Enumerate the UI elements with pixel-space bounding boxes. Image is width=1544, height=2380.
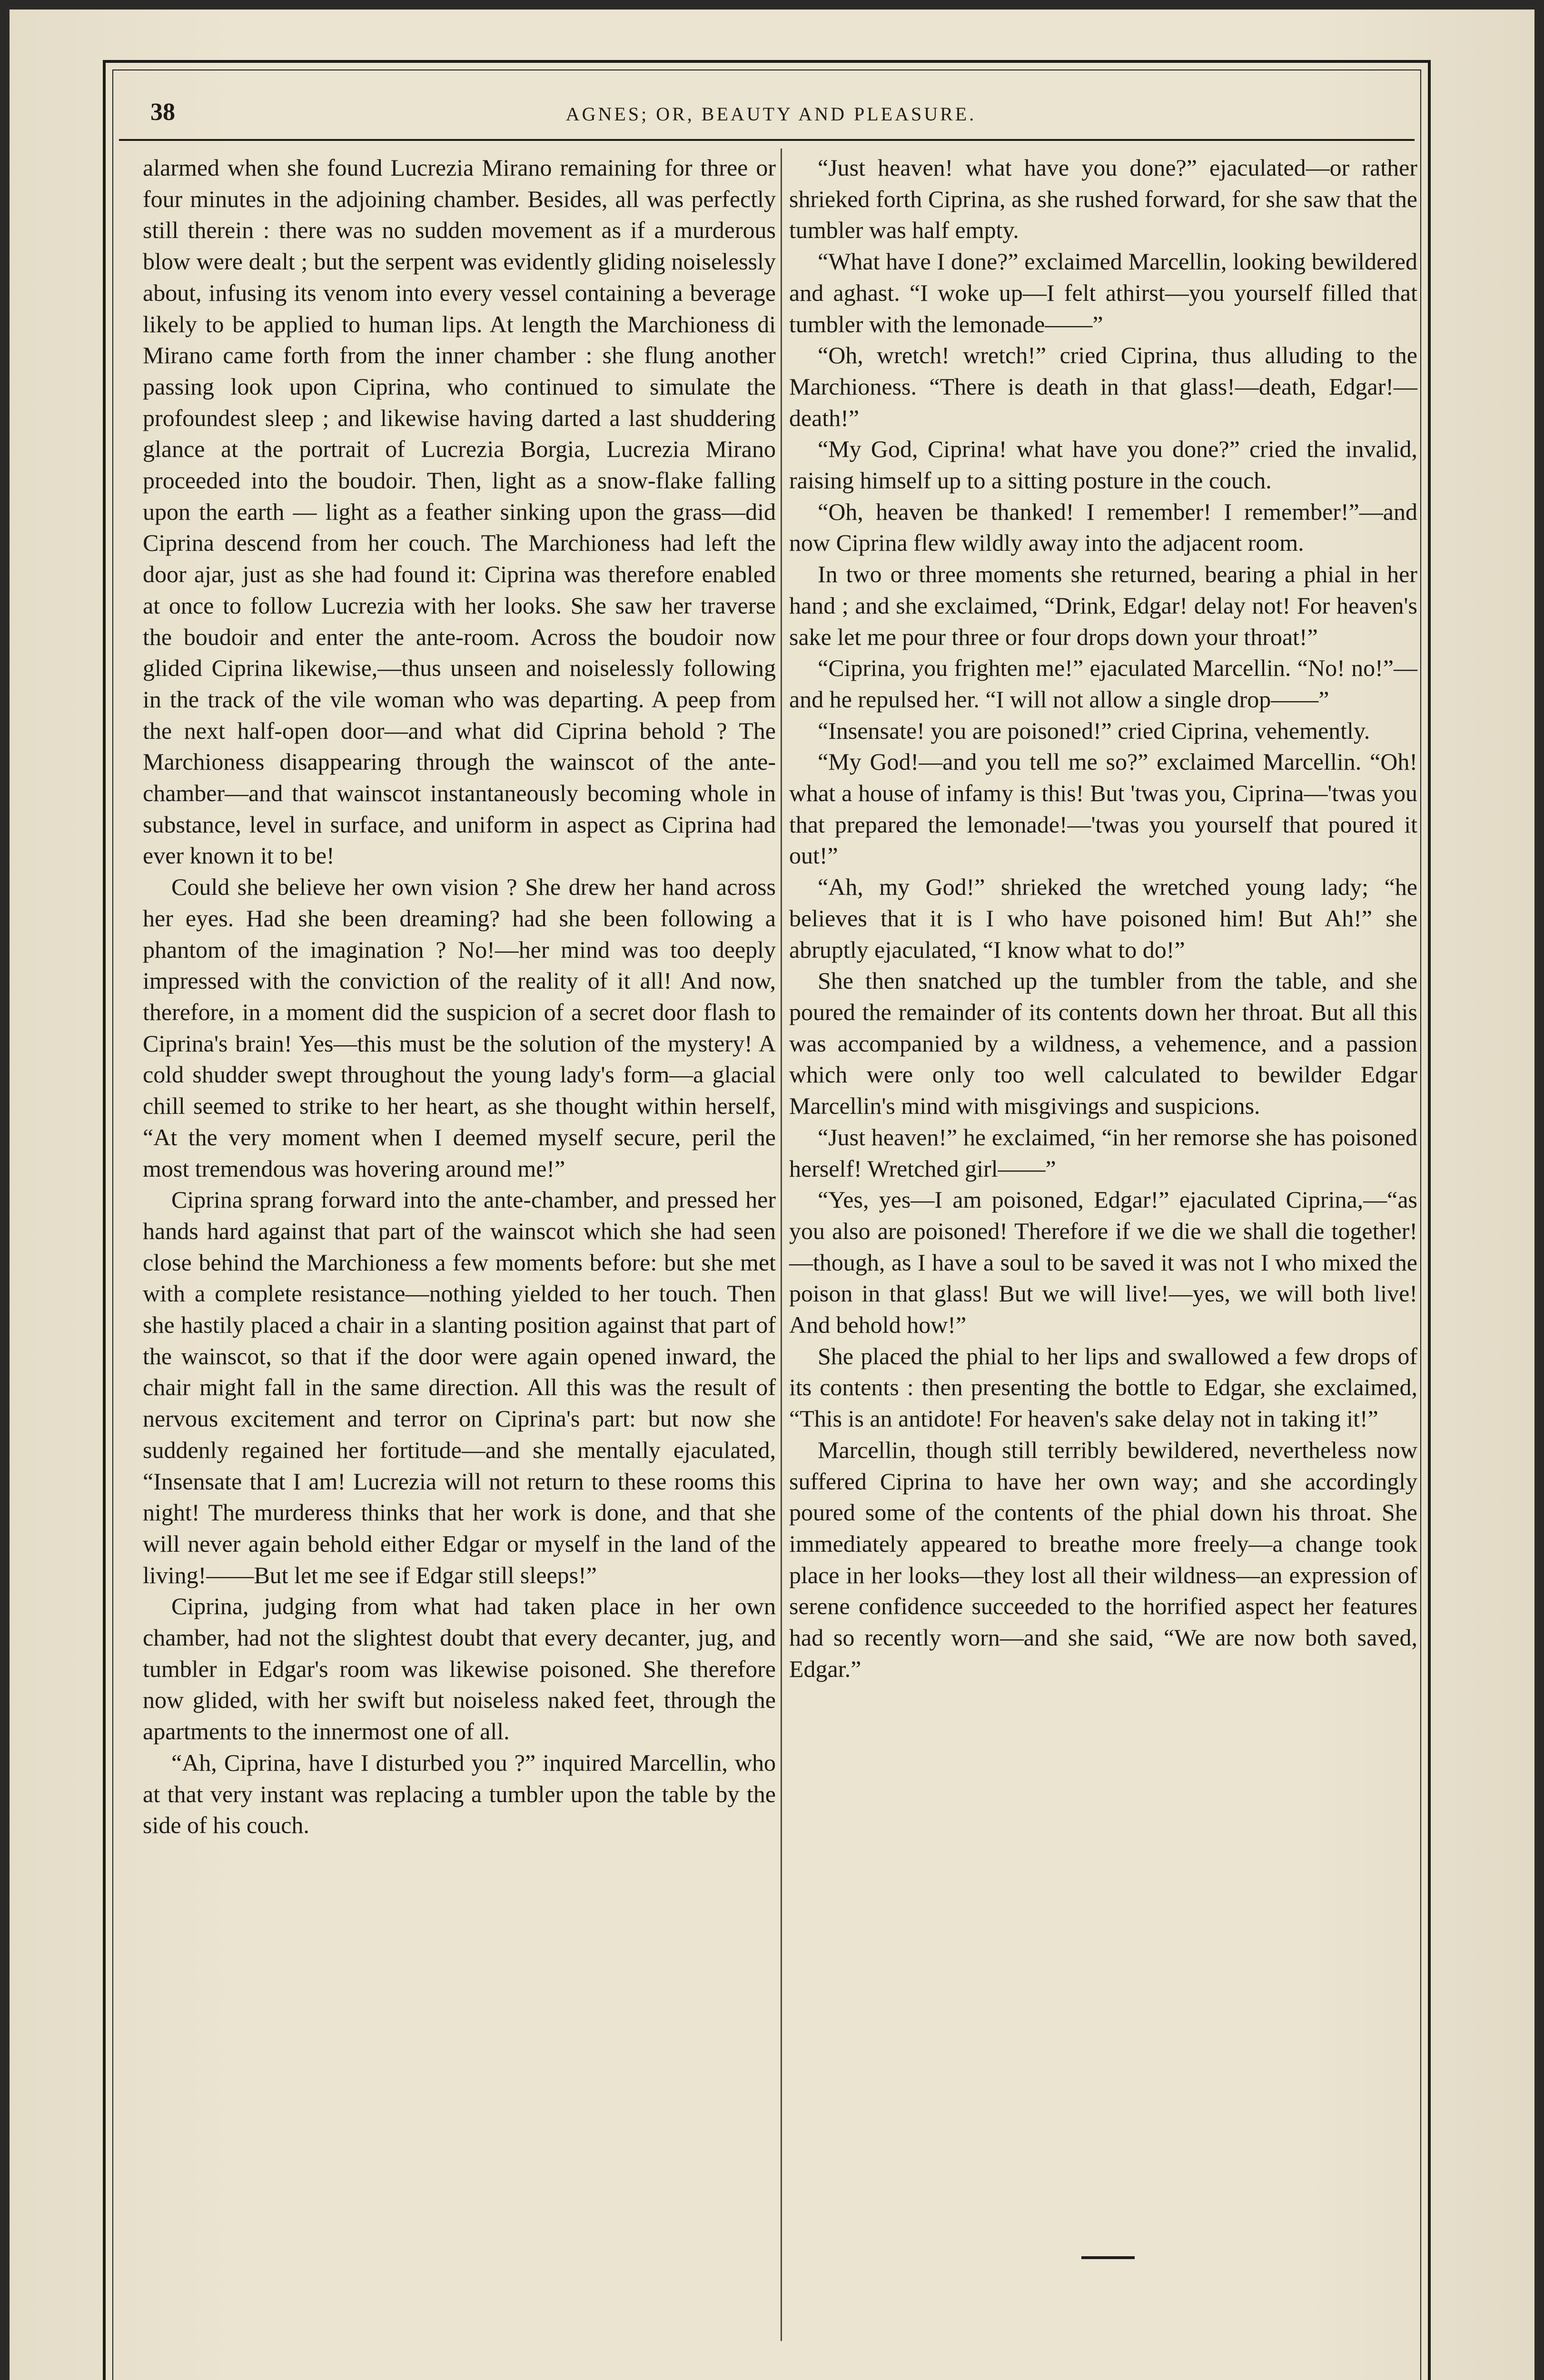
paragraph: She placed the phial to her lips and swallowed a few drops of its contents : then presenting the bottle to Edgar, she exclaimed, “This is an antidote! For heaven's sake delay not in taking it!”	[789, 1342, 1417, 1432]
header-rule	[119, 139, 1415, 141]
paragraph: Ciprina, judging from what had taken place in her own chamber, had not the slightest doubt that every decanter, jug, and tumbler in Edgar's room was likewise poisoned. She therefore now glided, with her swift but noiseless naked feet, through the apartments to the innermost one of all.	[143, 1593, 776, 1745]
left-column	[143, 152, 776, 1841]
paragraph: Ciprina sprang forward into the ante-chamber, and pressed her hands hard against that part of the wainscot which she had seen close behind the Marchioness a few moments before: but she met with a complete resistance—nothing yielded to her touch. Then she hastily placed a chair in a slanting position against that part of the wainscot, so that if the door were again opened inward, the chair might fall in the same direction. All this was the result of nervous excitement and terror on Ciprina's part: but now she suddenly regained her fortitude—and she mentally ejaculated, “Insensate that I am! Lucrezia will not return to these rooms this night! The murderess thinks that her work is done, and that she will never again behold either Edgar or myself in the land of the living!——But let me see if Edgar still sleeps!”	[143, 1186, 776, 1588]
paragraph: In two or three moments she returned, bearing a phial in her hand ; and she exclaimed, “Drink, Edgar! delay not! For heaven's sake let me pour three or four drops down your throat!”	[789, 561, 1417, 650]
paragraph: “Oh, heaven be thanked! I remember! I remember!”—and now Ciprina flew wildly away into the adjacent room.	[789, 498, 1417, 556]
page-number: 38	[150, 99, 175, 126]
paragraph: “Insensate! you are poisoned!” cried Ciprina, vehemently.	[818, 717, 1370, 744]
paragraph: Marcellin, though still terribly bewildered, nevertheless now suffered Ciprina to have her own way; and she accordingly poured some of the contents of the phial down his throat. She immediately appeared to breathe more freely—a change took place in her looks—they lost all their wildness—an expression of serene confidence succeeded to the horrified aspect her features had so recently worn—and she said, “We are now both saved, Edgar.”	[789, 1436, 1417, 1682]
paragraph: alarmed when she found Lucrezia Mirano remaining for three or four minutes in the adjoining chamber. Besides, all was perfectly still therein : there was no sudden movement as if a murderous blow were dealt ; but the serpent was evidently gliding noiselessly about, infusing its venom into every vessel containing a beverage likely to be applied to human lips. At length the Marchioness di Mirano came forth from the inner chamber : she flung another passing look upon Ciprina, who continued to simulate the profoundest sleep ; and likewise having darted a last shuddering glance at the portrait of Lucrezia Borgia, Lucrezia Mirano proceeded into the boudoir. Then, light as a snow-flake falling upon the earth — light as a feather sinking upon the grass—did Ciprina descend from her couch. The Marchioness had left the door ajar, just as she had found it: Ciprina was therefore enabled at once to follow Lucrezia with her looks. She saw her traverse the boudoir and enter the ante-room. Across the boudoir now glided Ciprina likewise,—thus unseen and noiselessly following in the track of the vile woman who was departing. A peep from the next half-open door—and what did Ciprina behold ? The Marchioness disappearing through the wainscot of the ante-chamber—and that wainscot instantaneously becoming whole in substance, level in surface, and uniform in aspect as Ciprina had ever known it to be!	[143, 154, 776, 869]
running-title: AGNES; OR, BEAUTY AND PLEASURE.	[565, 103, 977, 125]
paragraph: “Just heaven! what have you done?” ejaculated—or rather shrieked forth Ciprina, as she rushed forward, for she saw that the tumbler was half empty.	[789, 154, 1417, 244]
paragraph: “My God, Ciprina! what have you done?” cried the invalid, raising himself up to a sitting posture in the couch.	[789, 436, 1417, 494]
paragraph: “Ah, my God!” shrieked the wretched young lady; “he believes that it is I who have poisoned him! But Ah!” she abruptly ejaculated, “I know what to do!”	[789, 873, 1417, 963]
section-end-rule	[1081, 2256, 1135, 2259]
paragraph: “Oh, wretch! wretch!” cried Ciprina, thus alluding to the Marchioness. “There is death in that glass!—death, Edgar!—death!”	[789, 342, 1417, 431]
paragraph: Could she believe her own vision ? She drew her hand across her eyes. Had she been dreaming? had she been following a phantom of the imagination ? No!—her mind was too deeply impressed with the conviction of the reality of it all! And now, therefore, in a moment did the suspicion of a secret door flash to Ciprina's brain! Yes—this must be the solution of the mystery! A cold shudder swept throughout the young lady's form—a glacial chill seemed to strike to her heart, as she thought within herself, “At the very moment when I deemed myself secure, peril the most tremendous was hovering around me!”	[143, 873, 776, 1182]
paragraph: “Ciprina, you frighten me!” ejaculated Marcellin. “No! no!”—and he repulsed her. “I will not allow a single drop——”	[789, 654, 1417, 713]
paragraph: “Just heaven!” he exclaimed, “in her remorse she has poisoned herself! Wretched girl——”	[789, 1123, 1417, 1182]
paragraph: She then snatched up the tumbler from the table, and she poured the remainder of its contents down her throat. But all this was accompanied by a wildness, a vehemence, and a passion which were only too well calculated to bewilder Edgar Marcellin's mind with misgivings and suspicions.	[789, 967, 1417, 1120]
paragraph: “What have I done?” exclaimed Marcellin, looking bewildered and aghast. “I woke up—I felt athirst—you yourself filled that tumbler with the lemonade——”	[789, 248, 1417, 337]
column-divider	[781, 149, 782, 2341]
paragraph: “Ah, Ciprina, have I disturbed you ?” inquired Marcellin, who at that very instant was replacing a tumbler upon the table by the side of his couch.	[143, 1749, 776, 1839]
page-header	[143, 98, 1399, 141]
paragraph: “Yes, yes—I am poisoned, Edgar!” ejaculated Ciprina,—“as you also are poisoned! Therefore if we die we shall die together!—though, as I have a soul to be saved it was not I who mixed the poison in that glass! But we will live!—yes, we will both live! And behold how!”	[789, 1186, 1417, 1339]
right-column	[789, 152, 1417, 1685]
paragraph: “My God!—and you tell me so?” exclaimed Marcellin. “Oh! what a house of infamy is this! But 'twas you, Ciprina—'twas you that prepared the lemonade!—'twas you yourself that poured it out!”	[789, 748, 1417, 869]
